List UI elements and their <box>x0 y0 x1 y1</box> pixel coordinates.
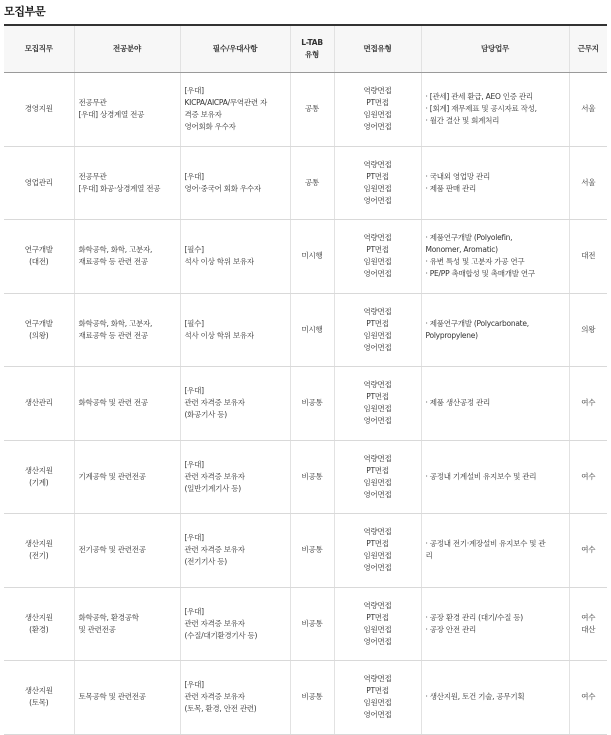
interview-cell <box>334 219 421 293</box>
requirement-text: [우대] <box>184 386 204 395</box>
major-cell <box>74 219 180 293</box>
requirement-text: [우대] <box>184 606 204 616</box>
job-cell <box>4 587 74 660</box>
duty-text: · 월간 결산 및 회계처리 <box>425 116 500 125</box>
ltab-text: 비공통 <box>301 618 323 628</box>
ltab-text: 비공통 <box>301 545 323 554</box>
major-text: 토목공학 및 관련전공 <box>78 692 146 701</box>
interview-cell <box>334 440 421 513</box>
table-row <box>4 146 607 219</box>
requirements-cell <box>180 440 290 513</box>
interview-cell <box>334 293 421 366</box>
location-cell <box>569 513 607 587</box>
ltab-text: 공통 <box>305 104 319 113</box>
requirements-cell <box>180 293 290 366</box>
job-text: (전기) <box>29 551 49 560</box>
job-text: 연구개발 <box>24 318 53 328</box>
requirement-text: [필수] <box>184 318 204 328</box>
job-cell <box>4 219 74 293</box>
job-text: (토목) <box>29 698 49 707</box>
duty-text: · 제품연구개발 (Polyolefin, <box>425 233 513 242</box>
recruitment-table <box>4 24 607 735</box>
location-text: 대산 <box>581 624 596 634</box>
table-row <box>4 366 607 440</box>
column-header-major: 전공분야 <box>74 25 180 72</box>
location-cell <box>569 146 607 219</box>
job-cell <box>4 72 74 146</box>
duties-cell <box>421 513 569 587</box>
requirement-text: [우대] <box>184 533 204 542</box>
job-cell <box>4 146 74 219</box>
ltab-cell <box>290 293 334 366</box>
table-row <box>4 660 607 734</box>
interview-type-text: 영어면접 <box>363 416 392 425</box>
location-cell <box>569 293 607 366</box>
requirement-text: 석사 이상 학위 보유자 <box>184 330 254 340</box>
requirements-cell <box>180 587 290 660</box>
interview-type-text: PT면접 <box>366 318 389 328</box>
requirement-text: (전기기사 등) <box>184 557 227 566</box>
job-cell <box>4 440 74 513</box>
interview-type-text: 영어면접 <box>363 195 392 205</box>
duties-cell <box>421 293 569 366</box>
interview-type-text: 역량면접 <box>363 86 392 95</box>
duties-cell <box>421 366 569 440</box>
duty-text: · 유변 특성 및 고분자 가공 연구 <box>425 257 525 266</box>
interview-type-text: PT면접 <box>366 245 389 254</box>
interview-type-text: PT면접 <box>366 612 389 622</box>
major-text: 재료공학 등 관련 전공 <box>78 257 148 266</box>
ltab-cell <box>290 366 334 440</box>
interview-type-text: 임원면접 <box>363 404 392 413</box>
major-text: 화학공학, 환경공학 <box>78 612 139 622</box>
interview-type-text: 임원면접 <box>363 183 392 193</box>
ltab-cell <box>290 513 334 587</box>
major-text: 재료공학 등 관련 전공 <box>78 330 148 340</box>
table-header-row <box>4 25 607 72</box>
location-cell <box>569 366 607 440</box>
requirements-cell <box>180 366 290 440</box>
interview-type-text: 역량면접 <box>363 600 392 610</box>
interview-type-text: PT면접 <box>366 686 389 695</box>
interview-type-text: 역량면접 <box>363 380 392 389</box>
duties-cell <box>421 660 569 734</box>
column-header-location: 근무지 <box>569 25 607 72</box>
table-row <box>4 72 607 146</box>
duties-cell <box>421 219 569 293</box>
requirement-text: KICPA/AICPA/무역관련 자 <box>184 98 267 107</box>
location-text: 서울 <box>581 177 596 187</box>
column-header-requirements: 필수/우대사항 <box>180 25 290 72</box>
location-cell <box>569 660 607 734</box>
interview-type-text: 임원면접 <box>363 477 392 487</box>
job-text: (의왕) <box>29 330 49 340</box>
major-cell <box>74 440 180 513</box>
job-text: 생산지원 <box>24 686 53 695</box>
job-cell <box>4 660 74 734</box>
major-cell <box>74 366 180 440</box>
major-text: 전공무관 <box>78 98 107 107</box>
job-text: 연구개발 <box>24 245 53 254</box>
duty-text: · 국내외 영업망 관리 <box>425 171 490 181</box>
table-row <box>4 587 607 660</box>
interview-type-text: 영어면접 <box>363 269 392 278</box>
job-text: 생산관리 <box>24 398 53 407</box>
duty-text: · 제품 생산공정 관리 <box>425 398 490 407</box>
interview-type-text: 영어면접 <box>363 122 392 131</box>
major-text: [우대] 화공·상경계열 전공 <box>78 183 161 193</box>
major-text: 화학공학, 화학, 고분자, <box>78 245 153 254</box>
major-text: 전기공학 및 관련전공 <box>78 545 146 554</box>
interview-type-text: 임원면접 <box>363 624 392 634</box>
duties-cell <box>421 146 569 219</box>
table-row <box>4 219 607 293</box>
ltab-cell <box>290 587 334 660</box>
requirement-text: [우대] <box>184 171 204 181</box>
requirements-cell <box>180 146 290 219</box>
interview-type-text: PT면접 <box>366 98 389 107</box>
job-text: 생산지원 <box>24 539 53 548</box>
table-row <box>4 293 607 366</box>
requirement-text: 관련 자격증 보유자 <box>184 692 245 701</box>
duty-text: · [회계] 재무제표 및 공시자료 작성, <box>425 104 537 113</box>
ltab-text: 비공통 <box>301 471 323 481</box>
requirements-cell <box>180 513 290 587</box>
duty-text: · 공정내 전기·계장설비 유지보수 및 관 <box>425 539 546 548</box>
location-cell <box>569 72 607 146</box>
major-cell <box>74 587 180 660</box>
location-text: 여수 <box>581 398 596 407</box>
duty-text: · 제품연구개발 (Polycarbonate, <box>425 318 529 328</box>
duties-cell <box>421 72 569 146</box>
requirement-text: (일반기계기사 등) <box>184 483 241 493</box>
major-text: 기계공학 및 관련전공 <box>78 471 146 481</box>
duty-text: Polypropylene) <box>425 330 478 340</box>
interview-type-text: 역량면접 <box>363 527 392 536</box>
table-row <box>4 513 607 587</box>
location-text: 대전 <box>581 251 596 260</box>
ltab-header-text: L-TAB 유형 <box>301 37 323 59</box>
job-text: 생산지원 <box>24 465 53 475</box>
interview-type-text: PT면접 <box>366 392 389 401</box>
job-text: 경영지원 <box>24 104 53 113</box>
location-text: 여수 <box>581 471 596 481</box>
duties-cell <box>421 587 569 660</box>
location-text: 여수 <box>581 612 596 622</box>
interview-cell <box>334 513 421 587</box>
duty-text: Monomer, Aromatic) <box>425 245 498 254</box>
ltab-cell <box>290 660 334 734</box>
interview-type-text: 임원면접 <box>363 257 392 266</box>
interview-type-text: 임원면접 <box>363 551 392 560</box>
major-cell <box>74 293 180 366</box>
job-cell <box>4 513 74 587</box>
interview-type-text: 역량면접 <box>363 453 392 463</box>
ltab-cell <box>290 72 334 146</box>
requirement-text: [우대] <box>184 459 204 469</box>
duty-text: · 공장 안전 관리 <box>425 624 477 634</box>
section-title: 모집부문 <box>4 5 46 18</box>
requirement-text: 영어·중국어 회화 우수자 <box>184 183 261 193</box>
interview-type-text: 임원면접 <box>363 698 392 707</box>
ltab-text: 미시행 <box>301 324 323 334</box>
requirement-text: 관련 자격증 보유자 <box>184 545 245 554</box>
requirement-text: 관련 자격증 보유자 <box>184 398 245 407</box>
major-text: [우대] 상경계열 전공 <box>78 110 145 119</box>
interview-cell <box>334 146 421 219</box>
requirement-text: [우대] <box>184 86 204 95</box>
job-text: (대전) <box>29 257 49 266</box>
major-cell <box>74 72 180 146</box>
interview-type-text: 임원면접 <box>363 330 392 340</box>
table-row <box>4 440 607 513</box>
major-text: 및 관련전공 <box>78 624 116 634</box>
duty-text: 리 <box>425 551 433 560</box>
location-cell <box>569 219 607 293</box>
requirement-text: 관련 자격증 보유자 <box>184 618 245 628</box>
ltab-text: 비공통 <box>301 692 323 701</box>
duty-text: · 제품 판매 관리 <box>425 183 477 193</box>
table-body <box>4 72 607 734</box>
requirement-text: 영어회화 우수자 <box>184 122 236 131</box>
duty-text: · 공정내 기계설비 유지보수 및 관리 <box>425 471 537 481</box>
requirement-text: [필수] <box>184 245 204 254</box>
interview-type-text: 영어면접 <box>363 636 392 646</box>
duty-text: · 생산지원, 토건 기술, 공무기획 <box>425 692 525 701</box>
requirements-cell <box>180 219 290 293</box>
interview-type-text: 영어면접 <box>363 710 392 719</box>
major-text: 전공무관 <box>78 171 107 181</box>
requirement-text: (수질/대기환경기사 등) <box>184 630 258 640</box>
interview-type-text: 역량면접 <box>363 674 392 683</box>
requirement-text: (토목, 환경, 안전 관련) <box>184 704 257 713</box>
location-text: 의왕 <box>581 324 596 334</box>
column-header-duties: 담당업무 <box>421 25 569 72</box>
job-cell <box>4 293 74 366</box>
requirement-text: 석사 이상 학위 보유자 <box>184 257 254 266</box>
requirement-text: 격증 보유자 <box>184 110 222 119</box>
interview-type-text: PT면접 <box>366 171 389 181</box>
interview-type-text: 역량면접 <box>363 159 392 169</box>
location-cell <box>569 587 607 660</box>
duty-text: · 공장 환경 관리 (대기/수질 등) <box>425 612 523 622</box>
ltab-cell <box>290 219 334 293</box>
duty-text: · PE/PP 촉매합성 및 촉매개발 연구 <box>425 269 535 278</box>
ltab-text: 미시행 <box>301 251 323 260</box>
major-cell <box>74 513 180 587</box>
interview-type-text: 영어면접 <box>363 489 392 499</box>
location-text: 서울 <box>581 104 596 113</box>
interview-type-text: 영어면접 <box>363 342 392 352</box>
major-text: 화학공학 및 관련 전공 <box>78 398 148 407</box>
requirement-text: [우대] <box>184 680 204 689</box>
requirements-cell <box>180 660 290 734</box>
interview-cell <box>334 660 421 734</box>
duties-cell <box>421 440 569 513</box>
interview-type-text: 임원면접 <box>363 110 392 119</box>
location-text: 여수 <box>581 692 596 701</box>
interview-type-text: 영어면접 <box>363 563 392 572</box>
job-text: 영업관리 <box>24 177 53 187</box>
requirement-text: (화공기사 등) <box>184 410 227 419</box>
interview-cell <box>334 72 421 146</box>
location-cell <box>569 440 607 513</box>
interview-type-text: PT면접 <box>366 539 389 548</box>
interview-type-text: 역량면접 <box>363 306 392 316</box>
requirements-cell <box>180 72 290 146</box>
job-text: 생산지원 <box>24 612 53 622</box>
location-text: 여수 <box>581 545 596 554</box>
ltab-text: 비공통 <box>301 398 323 407</box>
major-cell <box>74 146 180 219</box>
duty-text: · [관세] 관세 환급, AEO 인증 관리 <box>425 92 533 101</box>
interview-cell <box>334 366 421 440</box>
requirement-text: 관련 자격증 보유자 <box>184 471 245 481</box>
ltab-text: 공통 <box>305 177 319 187</box>
job-cell <box>4 366 74 440</box>
job-text: (기계) <box>29 477 49 487</box>
interview-cell <box>334 587 421 660</box>
column-header-interview: 면접유형 <box>334 25 421 72</box>
major-cell <box>74 660 180 734</box>
ltab-cell <box>290 440 334 513</box>
column-header-ltab <box>290 25 334 72</box>
ltab-cell <box>290 146 334 219</box>
major-text: 화학공학, 화학, 고분자, <box>78 318 153 328</box>
column-header-job: 모집직무 <box>4 25 74 72</box>
interview-type-text: PT면접 <box>366 465 389 475</box>
job-text: (환경) <box>29 624 49 634</box>
interview-type-text: 역량면접 <box>363 233 392 242</box>
